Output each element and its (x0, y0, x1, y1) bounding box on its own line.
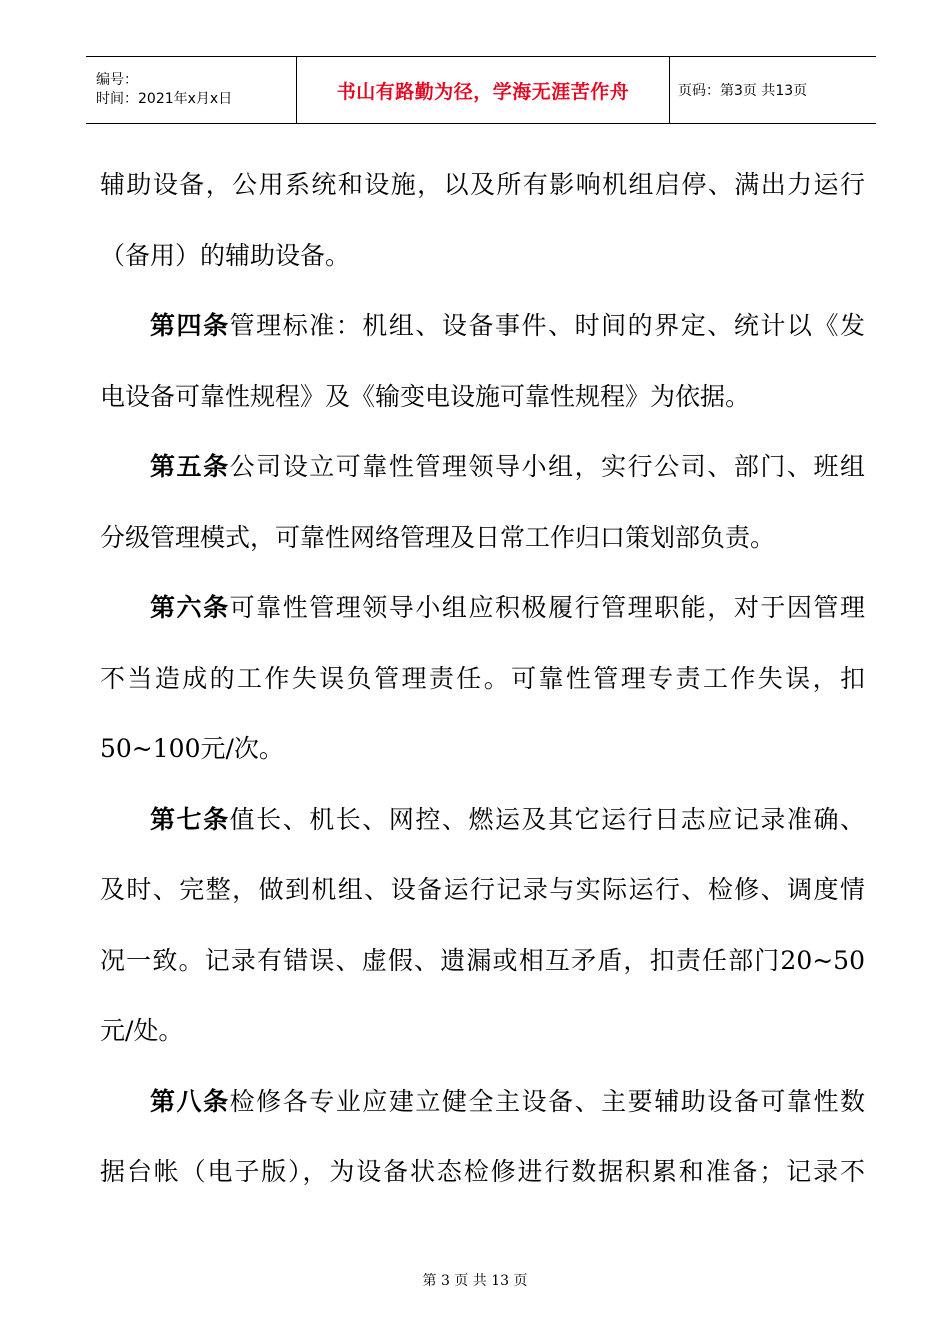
article-7-line (100, 785, 865, 856)
body-line: 50~100元/次。 (100, 734, 284, 763)
page-header (86, 56, 876, 124)
article-6-label: 第六条 (150, 593, 230, 622)
article-5-text: 公司设立可靠性管理领导小组，实行公司、部门、班组 (229, 452, 865, 481)
article-7-text: 值长、机长、网控、燃运及其它运行日志应记录准确、 (229, 804, 865, 834)
body-line: （备用）的辅助设备。 (100, 240, 351, 270)
article-4-line (100, 291, 865, 362)
body-line: 据台帐（电子版），为设备状态检修进行数据积累和准备；记录不 (100, 1157, 865, 1186)
body-line: 及时、完整，做到机组、设备运行记录与实际运行、检修、调度情 (100, 875, 865, 904)
article-5-line (100, 432, 865, 503)
article-8-text: 检修各专业应建立健全主设备、主要辅助设备可靠性数 (229, 1086, 865, 1116)
document-body (100, 150, 865, 1208)
article-5-label: 第五条 (150, 452, 230, 481)
date-label: 时间：2021年x月x日 (96, 91, 233, 107)
header-page-cell (670, 57, 876, 123)
header-meta (86, 57, 296, 123)
number-label: 编号： (96, 72, 138, 88)
article-6-line (100, 573, 865, 644)
page-label: 页码：第3页 共13页 (678, 83, 808, 99)
body-line: 电设备可靠性规程》及《输变电设施可靠性规程》为依据。 (100, 381, 751, 411)
body-line: 辅助设备，公用系统和设施，以及所有影响机组启停、满出力运行 (100, 170, 865, 199)
article-6-text: 可靠性管理领导小组应积极履行管理职能，对于因管理 (229, 593, 865, 622)
article-8-label: 第八条 (150, 1086, 230, 1116)
header-motto-cell (296, 57, 670, 123)
body-line: 不当造成的工作失误负管理责任。可靠性管理专责工作失误，扣 (100, 663, 865, 693)
page-footer: 第 3 页 共 13 页 (422, 1273, 528, 1289)
body-line: 分级管理模式，可靠性网络管理及日常工作归口策划部负责。 (100, 522, 776, 552)
article-7-label: 第七条 (150, 804, 230, 834)
article-4-label: 第四条 (150, 311, 230, 340)
body-line: 元/处。 (100, 1016, 184, 1045)
article-8-line (100, 1067, 865, 1138)
body-line: 况一致。记录有错误、虚假、遗漏或相互矛盾，扣责任部门20~50 (100, 945, 865, 975)
article-4-text: 管理标准：机组、设备事件、时间的界定、统计以《发 (229, 311, 865, 340)
motto: 书山有路勤为径，学海无涯苦作舟 (336, 80, 630, 103)
